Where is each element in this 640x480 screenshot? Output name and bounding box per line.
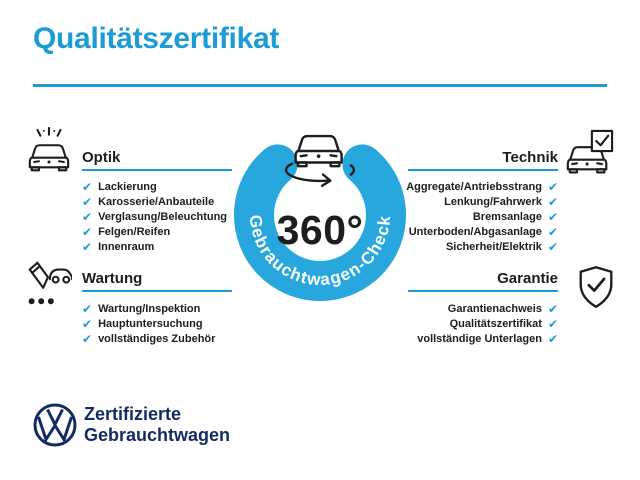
list-item: ✔ Wartung/Inspektion xyxy=(82,301,201,316)
technik-item-list xyxy=(332,179,558,255)
car-front-shine-icon xyxy=(26,127,72,175)
garantie-item-list xyxy=(332,301,558,347)
vw-logo xyxy=(32,402,78,448)
list-item: ✔ vollständiges Zubehör xyxy=(82,331,216,346)
section-divider-technik xyxy=(408,169,558,171)
section-divider-wartung xyxy=(82,290,232,292)
list-item: ✔ Hauptuntersuchung xyxy=(82,316,203,331)
list-item: Aggregate/Antriebsstrang ✔ xyxy=(406,179,558,194)
list-item: ✔ Felgen/Reifen xyxy=(82,225,171,240)
shield-check-icon xyxy=(578,263,614,311)
check-icon: ✔ xyxy=(547,225,558,240)
check-icon: ✔ xyxy=(82,316,93,331)
check-icon: ✔ xyxy=(82,179,93,194)
optik-item-list xyxy=(82,179,308,255)
check-icon: ✔ xyxy=(547,194,558,209)
ring-label: Gebrauchtwagen-Check xyxy=(245,213,395,290)
list-item: vollständige Unterlagen ✔ xyxy=(417,331,558,346)
section-divider-garantie xyxy=(408,290,558,292)
list-item: ✔ Karosserie/Anbauteile xyxy=(82,194,215,209)
brand-line-1: Zertifizierte xyxy=(84,404,182,424)
check-icon: ✔ xyxy=(547,179,558,194)
list-item: ✔ Lackierung xyxy=(82,179,157,194)
check-icon: ✔ xyxy=(547,301,558,316)
list-item: Garantienachweis ✔ xyxy=(447,301,558,316)
section-heading-optik: Optik xyxy=(82,149,121,166)
section-heading-technik: Technik xyxy=(502,149,558,166)
title-divider xyxy=(33,84,607,87)
list-item: Sicherheit/Elektrik ✔ xyxy=(445,240,558,255)
car-front-icon xyxy=(296,136,342,166)
check-icon: ✔ xyxy=(82,301,93,316)
check-icon: ✔ xyxy=(82,240,93,255)
brand-claim xyxy=(84,404,230,446)
section-heading-garantie: Garantie xyxy=(497,270,558,287)
list-item: Lenkung/Fahrwerk ✔ xyxy=(444,194,558,209)
list-item: Bremsanlage ✔ xyxy=(472,209,558,224)
page-title: Qualitätszertifikat xyxy=(33,22,280,55)
list-item: Unterboden/Abgasanlage ✔ xyxy=(408,225,558,240)
section-divider-optik xyxy=(82,169,232,171)
badge-360-value: 360° xyxy=(276,207,364,253)
check-icon: ✔ xyxy=(547,331,558,346)
check-icon: ✔ xyxy=(82,225,93,240)
brand-line-2: Gebrauchtwagen xyxy=(84,425,231,445)
wartung-item-list xyxy=(82,301,308,347)
check-icon: ✔ xyxy=(547,209,558,224)
pencil-checklist-car-icon xyxy=(22,257,72,309)
check-icon: ✔ xyxy=(82,331,93,346)
list-item: ✔ Innenraum xyxy=(82,240,155,255)
list-item: Qualitätszertifikat ✔ xyxy=(449,316,558,331)
check-icon: ✔ xyxy=(82,209,93,224)
section-heading-wartung: Wartung xyxy=(82,270,143,287)
check-icon: ✔ xyxy=(547,240,558,255)
car-front-checkbox-icon xyxy=(564,129,614,177)
check-icon: ✔ xyxy=(547,316,558,331)
list-item: ✔ Verglasung/Beleuchtung xyxy=(82,209,228,224)
check-icon: ✔ xyxy=(82,194,93,209)
